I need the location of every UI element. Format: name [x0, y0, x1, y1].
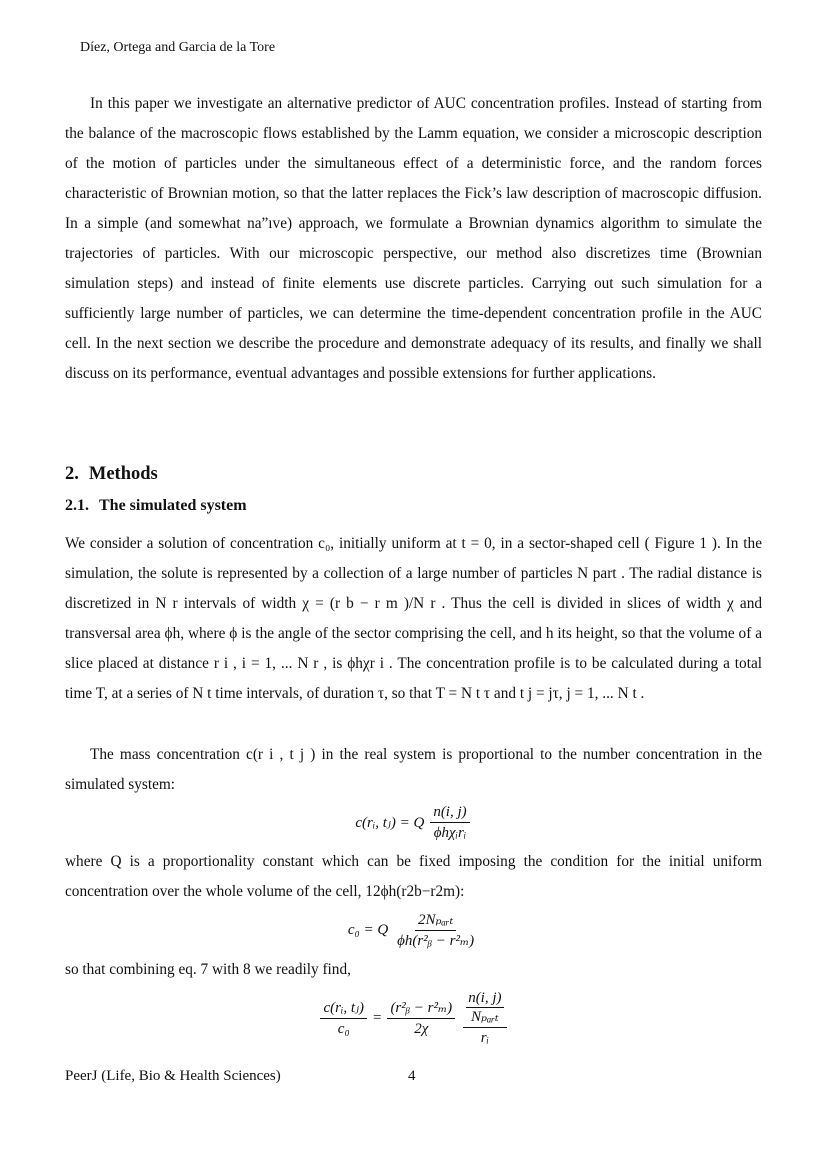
footer-journal: PeerJ (Life, Bio & Health Sciences): [65, 1068, 281, 1084]
equation-3-rhs-inner-denominator: Nₚₐᵣₜ: [470, 1009, 499, 1025]
body-paragraph-3: where Q is a proportionality constant which can be fixed imposing the condition for the initial uniform concentration over the whole volume of the cell, 12ϕh(r2b−r2m):: [65, 853, 762, 900]
equation-2-lhs: c₀ = Q: [347, 922, 389, 938]
equation-3: [0, 989, 827, 1047]
equation-2-numerator: 2Nₚₐᵣₜ: [415, 911, 456, 931]
section-title: Methods: [88, 464, 158, 484]
equation-1-numerator: n(i, j): [430, 803, 469, 823]
equation-1: [0, 803, 827, 842]
equation-3-equals: =: [372, 1009, 382, 1026]
equation-3-lhs-fraction: [320, 999, 367, 1038]
equation-3-rhs-inner-numerator: n(i, j): [468, 990, 502, 1006]
equation-3-rhs-fraction: [463, 989, 506, 1047]
subsection-title: The simulated system: [99, 497, 247, 514]
body-paragraph-1: We consider a solution of concentration c₀, initially uniform at t = 0, in a sector-shaped cell ( Figure 1 ). In the simulation, the solute is represented by a collection of a large number of particles N part . The radial distance is discretized in N r intervals of width χ = (r b − r m )/N r . Thus the cell is divided in slices of width χ and transversal area ϕh, where ϕ is the angle of the sector comprising the cell, and h its height, so that the volume of a slice placed at distance r i , i = 1, ... N r , is ϕhχr i . The concentration profile is to be calculated during a total time T, at a series of N t time intervals, of duration τ, so that T = N t τ and t j = jτ, j = 1, ... N t .: [65, 535, 762, 702]
equation-1-lhs: c(rᵢ, tⱼ) = Q: [355, 815, 425, 831]
body-paragraph-4: so that combining eq. 7 with 8 we readily find,: [65, 961, 351, 978]
subsection-heading: [65, 497, 247, 515]
body-paragraph-2: The mass concentration c(r i , t j ) in the real system is proportional to the number concentration in the simulated system:: [65, 746, 762, 793]
subsection-number: 2.1.: [65, 497, 89, 514]
section-number: 2.: [65, 464, 79, 484]
intro-paragraph: In this paper we investigate an alternative predictor of AUC concentration profiles. Instead of starting from the balance of the macroscopic flows established by the Lamm equation, we consider a microscopic description of the motion of particles under the simultaneous effect of a deterministic force, and the random forces characteristic of Brownian motion, so that the latter replaces the Fick’s law description of macroscopic diffusion. In a simple (and somewhat na”ıve) approach, we formulate a Brownian dynamics algorithm to simulate the trajectories of particles. With our microscopic perspective, our method also discretizes time (Brownian simulation steps) and instead of finite elements use discrete particles. Carrying out such simulation for a sufficiently large number of particles, we can determine the time-dependent concentration profile in the AUC cell. In the next section we describe the procedure and demonstrate adequacy of its results, and finally we shall discuss on its performance, eventual advantages and possible extensions for further applications.: [65, 95, 762, 382]
equation-3-mid-denominator: 2χ: [414, 1020, 429, 1037]
equation-3-lhs-numerator: c(rᵢ, tⱼ): [320, 999, 367, 1019]
equation-3-lhs-denominator: c₀: [337, 1020, 350, 1037]
equation-3-rhs-numerator: [463, 989, 506, 1028]
equation-3-rhs-denominator: rᵢ: [480, 1030, 489, 1046]
equation-1-fraction: [430, 803, 469, 842]
equation-3-mid-fraction: [387, 999, 455, 1038]
equation-2-denominator: ϕh(r²ᵦ − r²ₘ): [397, 933, 475, 949]
footer-page-number: 4: [408, 1068, 416, 1084]
equation-2-fraction: [394, 911, 477, 950]
equation-2: [0, 911, 827, 950]
equation-1-denominator: ϕhχᵢrᵢ: [433, 825, 467, 841]
section-heading: [65, 464, 158, 485]
equation-3-mid-numerator: (r²ᵦ − r²ₘ): [387, 999, 455, 1019]
running-head: Díez, Ortega and Garcia de la Tore: [80, 40, 276, 55]
